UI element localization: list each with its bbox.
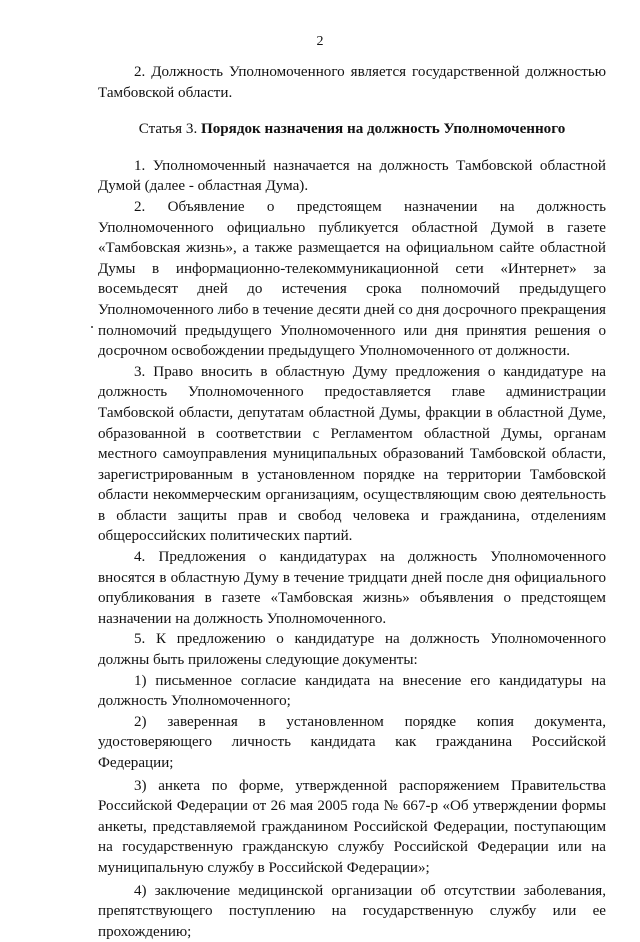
list-item-2: 2) заверенная в установленном порядке копия документа, удостоверяющего личность кандидата как гражданина Российской Федерации; (98, 713, 606, 771)
paragraph-4: 4. Предложения о кандидатурах на должность Уполномоченного вносятся в областную Думу в течение тридцати дней после дня официального опубликования в газете «Тамбовская жизнь» объявления о предстоящем назначении на должность Уполномоченного. (98, 549, 606, 627)
list-item-4: 4) заключение медицинской организации об отсутствии заболевания, препятствующего поступлению на государственную службу или ее прохождению; (98, 882, 606, 940)
document-body (98, 62, 606, 942)
paragraph-3: 3. Право вносить в областную Думу предложения о кандидатуре на должность Уполномоченного предоставляется главе администрации Тамбовской области, депутатам областной Думы, фракции в областной Думе, образованной в соответствии с Регламентом областной Думы, органам местного самоуправления муниципальных образований Тамбовской области, зарегистрированным в установленном порядке на территории Тамбовской области некоммерческим организациям, осуществляющим свою деятельность в области защиты прав и свобод человека и гражданина, отделениям общероссийских политических партий. (98, 363, 606, 545)
scan-mark (91, 326, 93, 328)
article-title: Порядок назначения на должность Уполномоченного (201, 121, 566, 138)
paragraph-5: 5. К предложению о кандидатуре на должность Уполномоченного должны быть приложены следующие документы: (98, 631, 606, 669)
paragraph-1: 1. Уполномоченный назначается на должность Тамбовской областной Думой (далее - областная Дума). (98, 157, 606, 195)
paragraph-2: 2. Объявление о предстоящем назначении на должность Уполномоченного официально публикуется областной Думой в газете «Тамбовская жизнь», а также размещается на официальном сайте областной Думы в информационно-телекоммуникационной сети «Интернет» за восемьдесят дней до истечения срока полномочий предыдущего Уполномоченного либо в течение десяти дней со дня досрочного прекращения полномочий предыдущего Уполномоченного или дня принятия решения о досрочном освобождении предыдущего Уполномоченного от должности. (98, 198, 606, 360)
article-heading (98, 119, 606, 140)
article-number: Статья 3. (138, 121, 201, 138)
paragraph-position-status: 2. Должность Уполномоченного является государственной должностью Тамбовской области. (98, 64, 606, 101)
list-item-3: 3) анкета по форме, утвержденной распоряжением Правительства Российской Федерации от 26 мая 2005 года № 667-р «Об утверждении формы анкеты, представляемой гражданином Российской Федерации, поступающим на государственную гражданскую службу Российской Федерации или на муниципальную службу в Российской Федерации»; (98, 777, 606, 876)
list-item-1: 1) письменное согласие кандидата на внесение его кандидатуры на должность Уполномоченного; (98, 672, 606, 710)
page-number: 2 (316, 34, 324, 49)
